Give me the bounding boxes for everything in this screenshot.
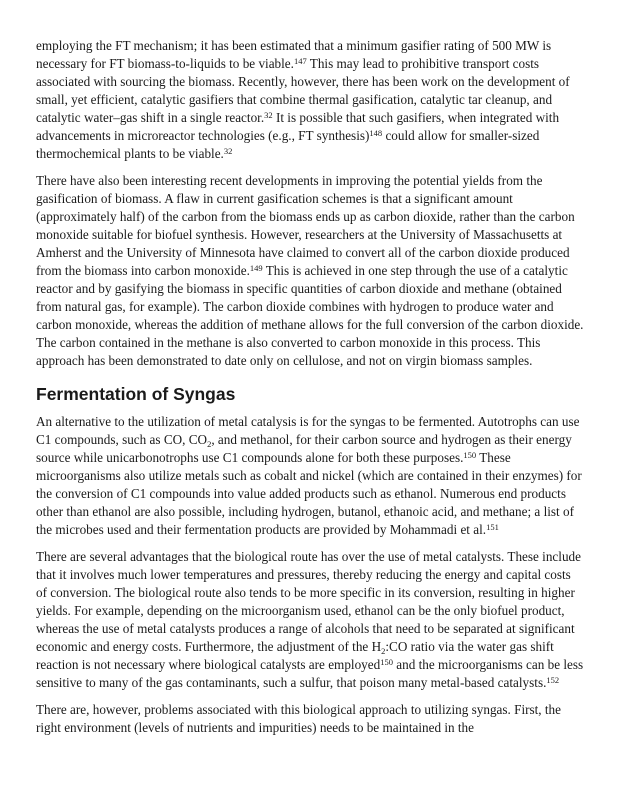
citation-reference: 32 <box>264 110 273 120</box>
paragraph <box>36 413 584 539</box>
paragraph <box>36 172 584 370</box>
paragraph-text: These microorganisms also utilize metals such as cobalt and nickel (which are contained in their enzymes) for the conversion of C1 compounds into value added products such as ethanol. Numerous end products other than ethanol are also possible, including hydrogen, butanol, ethanoic acid, and methane; a list of the microbes used and their fermentation products are provided by Mohammadi et al. <box>36 450 582 537</box>
citation-reference: 152 <box>546 675 560 685</box>
paragraph-text: It is possible that such gasifiers, when integrated with advancements in microreactor technologies (e.g., FT synthesis) <box>36 110 560 143</box>
paragraph-text: There are several advantages that the biological route has over the use of metal catalysts. These include that it involves much lower temperatures and pressures, thereby reducing the energy and capital costs of conversion. The biological route also tends to be more specific in its conversion, resulting in higher yields. For example, depending on the microorganism used, ethanol can be the only biofuel product, whereas the use of metal catalysts produces a range of alcohols that need to be separated at significant economic and energy costs. Furthermore, the adjustment of the H <box>36 549 581 654</box>
paragraph-text: employing the FT mechanism; it has been estimated that a minimum gasifier rating of 500 MW is necessary for FT biomass-to-liquids to be viable. <box>36 38 552 71</box>
paragraph-text: This may lead to prohibitive transport costs associated with sourcing the biomass. Recently, however, there has been work on the development of small, yet efficient, catalytic gasifiers that combine thermal gasification, catalytic tar cleanup, and catalytic water–gas shift in a single reactor. <box>36 56 570 125</box>
citation-reference: 147 <box>293 56 307 66</box>
paragraph-text: This is achieved in one step through the use of a catalytic reactor and by gasifying the biomass in specific quantities of carbon dioxide and methane (obtained from natural gas, for example). The carbon dioxide combines with hydrogen to produce water and carbon monoxide, whereas the addition of methane allows for the full conversion of the carbon dioxide. The carbon contained in the methane is also converted to carbon monoxide in this process. This approach has been demonstrated to date only on cellulose, and not on virgin biomass samples. <box>36 263 584 368</box>
document-page <box>36 37 584 746</box>
paragraph-text: :CO ratio via the water gas shift reaction is not necessary where biological catalysts are employed <box>36 639 554 672</box>
subscript: 2 <box>207 439 212 449</box>
paragraph-text: There are, however, problems associated with this biological approach to utilizing syngas. First, the right environment (levels of nutrients and impurities) needs to be maintained in the <box>36 702 562 735</box>
paragraph-text: , and methanol, for their carbon source and hydrogen as their energy source while unicarbonotrophs use C1 compounds alone for both these purposes. <box>36 432 572 465</box>
citation-reference: 32 <box>223 146 233 156</box>
citation-reference: 150 <box>463 450 477 460</box>
paragraph-text: could allow for smaller-sized thermochemical plants to be viable. <box>36 128 540 161</box>
paragraph <box>36 548 584 692</box>
paragraph <box>36 37 584 163</box>
paragraph-text: and the microorganisms can be less sensitive to many of the gas contaminants, such a sulfur, that poison many metal-based catalysts. <box>36 657 584 690</box>
paragraph-text: There have also been interesting recent developments in improving the potential yields from the gasification of biomass. A flaw in current gasification schemes is that a significant amount (approximately half) of the carbon from the biomass ends up as carbon dioxide, rather than the carbon monoxide suitable for biofuel synthesis. However, researchers at the University of Massachusetts at Amherst and the University of Minnesota have claimed to convert all of the carbon dioxide produced from the biomass into carbon monoxide. <box>36 173 575 278</box>
citation-reference: 151 <box>486 522 499 532</box>
paragraph <box>36 701 584 737</box>
body-section-before <box>36 37 584 370</box>
paragraph-text: An alternative to the utilization of metal catalysis is for the syngas to be fermented. Autotrophs can use C1 compounds, such as CO, CO <box>36 414 580 447</box>
subscript: 2 <box>381 646 386 656</box>
citation-reference: 150 <box>380 657 393 667</box>
body-section-after <box>36 413 584 737</box>
citation-reference: 148 <box>369 128 383 138</box>
section-heading: Fermentation of Syngas <box>36 384 236 404</box>
citation-reference: 149 <box>249 263 263 273</box>
